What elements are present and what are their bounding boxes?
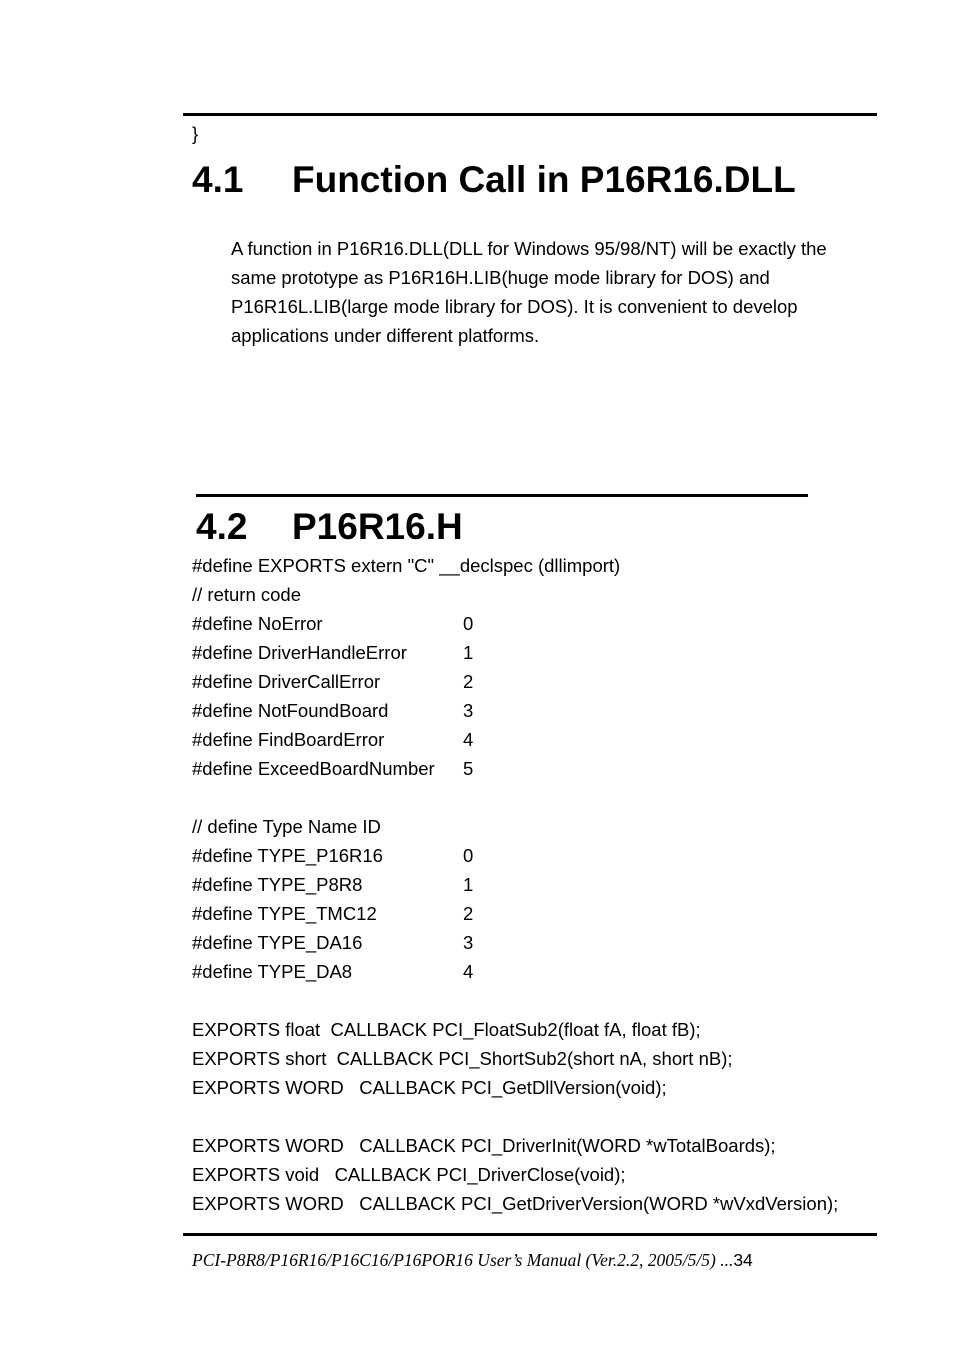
code-text: #define DriverCallError (192, 671, 381, 692)
section-4-1-heading (192, 158, 892, 202)
code-line (192, 1073, 882, 1102)
code-text: EXPORTS WORD CALLBACK PCI_GetDllVersion(void); (192, 1077, 667, 1098)
code-line (192, 725, 882, 754)
code-line (192, 1102, 882, 1131)
page-footer (192, 1247, 753, 1273)
header-code-listing (192, 551, 882, 1218)
code-text: #define NotFoundBoard (192, 700, 389, 721)
code-text: EXPORTS void CALLBACK PCI_DriverClose(void); (192, 1164, 626, 1185)
code-line (192, 928, 882, 957)
code-line (192, 957, 882, 986)
code-line (192, 609, 882, 638)
code-value: 1 (463, 642, 474, 663)
code-value: 5 (463, 758, 474, 779)
code-text: #define TYPE_TMC12 (192, 903, 377, 924)
code-text: #define TYPE_DA16 (192, 932, 363, 953)
code-text: // return code (192, 584, 302, 605)
code-text: #define FindBoardError (192, 729, 385, 750)
section-4-2-title: P16R16.H (292, 506, 463, 547)
code-line (192, 870, 882, 899)
code-line (192, 551, 882, 580)
paragraph-line: same prototype as P16R16H.LIB(huge mode library for DOS) and (231, 267, 770, 288)
code-line (192, 696, 882, 725)
section-4-1-title: Function Call in P16R16.DLL (292, 159, 796, 200)
footer-page-number: 34 (733, 1250, 753, 1270)
bottom-rule (183, 1233, 877, 1236)
code-line (192, 754, 882, 783)
code-text: #define EXPORTS extern "C" __declspec (dllimport) (192, 555, 621, 576)
code-line (192, 667, 882, 696)
code-text: EXPORTS float CALLBACK PCI_FloatSub2(float fA, float fB); (192, 1019, 701, 1040)
code-line (192, 1189, 882, 1218)
code-line (192, 1015, 882, 1044)
code-text: // define Type Name ID (192, 816, 381, 837)
code-line (192, 986, 882, 1015)
code-text: #define DriverHandleError (192, 642, 407, 663)
code-text: #define NoError (192, 613, 323, 634)
section-4-1-paragraph (231, 234, 871, 350)
code-line (192, 580, 882, 609)
code-text: #define TYPE_P8R8 (192, 874, 363, 895)
top-rule (183, 113, 877, 116)
paragraph-line: P16R16L.LIB(large mode library for DOS). It is convenient to develop (231, 296, 798, 317)
code-line (192, 783, 882, 812)
footer-manual-title: PCI-P8R8/P16R16/P16C16/P16POR16 User’s Manual (Ver.2.2, 2005/5/5) ... (192, 1250, 734, 1270)
section-4-2-heading (196, 505, 796, 549)
code-line (192, 1160, 882, 1189)
code-text: #define ExceedBoardNumber (192, 758, 435, 779)
code-value: 0 (463, 613, 474, 634)
code-value: 2 (463, 671, 474, 692)
code-line (192, 638, 882, 667)
code-text: EXPORTS short CALLBACK PCI_ShortSub2(short nA, short nB); (192, 1048, 733, 1069)
code-value: 1 (463, 874, 474, 895)
code-value: 4 (463, 961, 474, 982)
code-value: 3 (463, 700, 474, 721)
code-value: 0 (463, 845, 474, 866)
code-text: #define TYPE_P16R16 (192, 845, 383, 866)
code-value: 4 (463, 729, 474, 750)
code-value: 2 (463, 903, 474, 924)
code-line (192, 899, 882, 928)
code-line (192, 841, 882, 870)
code-text: EXPORTS WORD CALLBACK PCI_GetDriverVersion(WORD *wVxdVersion); (192, 1193, 839, 1214)
section-4-2-number: 4.2 (196, 506, 248, 547)
paragraph-line: A function in P16R16.DLL(DLL for Windows 95/98/NT) will be exactly the (231, 238, 827, 259)
section-4-1-number: 4.1 (192, 159, 244, 200)
code-text: EXPORTS WORD CALLBACK PCI_DriverInit(WORD *wTotalBoards); (192, 1135, 776, 1156)
code-text: #define TYPE_DA8 (192, 961, 353, 982)
top-fragment: } (192, 123, 199, 144)
section-4-2-rule (196, 494, 808, 497)
code-line (192, 1044, 882, 1073)
code-line (192, 812, 882, 841)
code-value: 3 (463, 932, 474, 953)
code-line (192, 1131, 882, 1160)
paragraph-line: applications under different platforms. (231, 325, 540, 346)
